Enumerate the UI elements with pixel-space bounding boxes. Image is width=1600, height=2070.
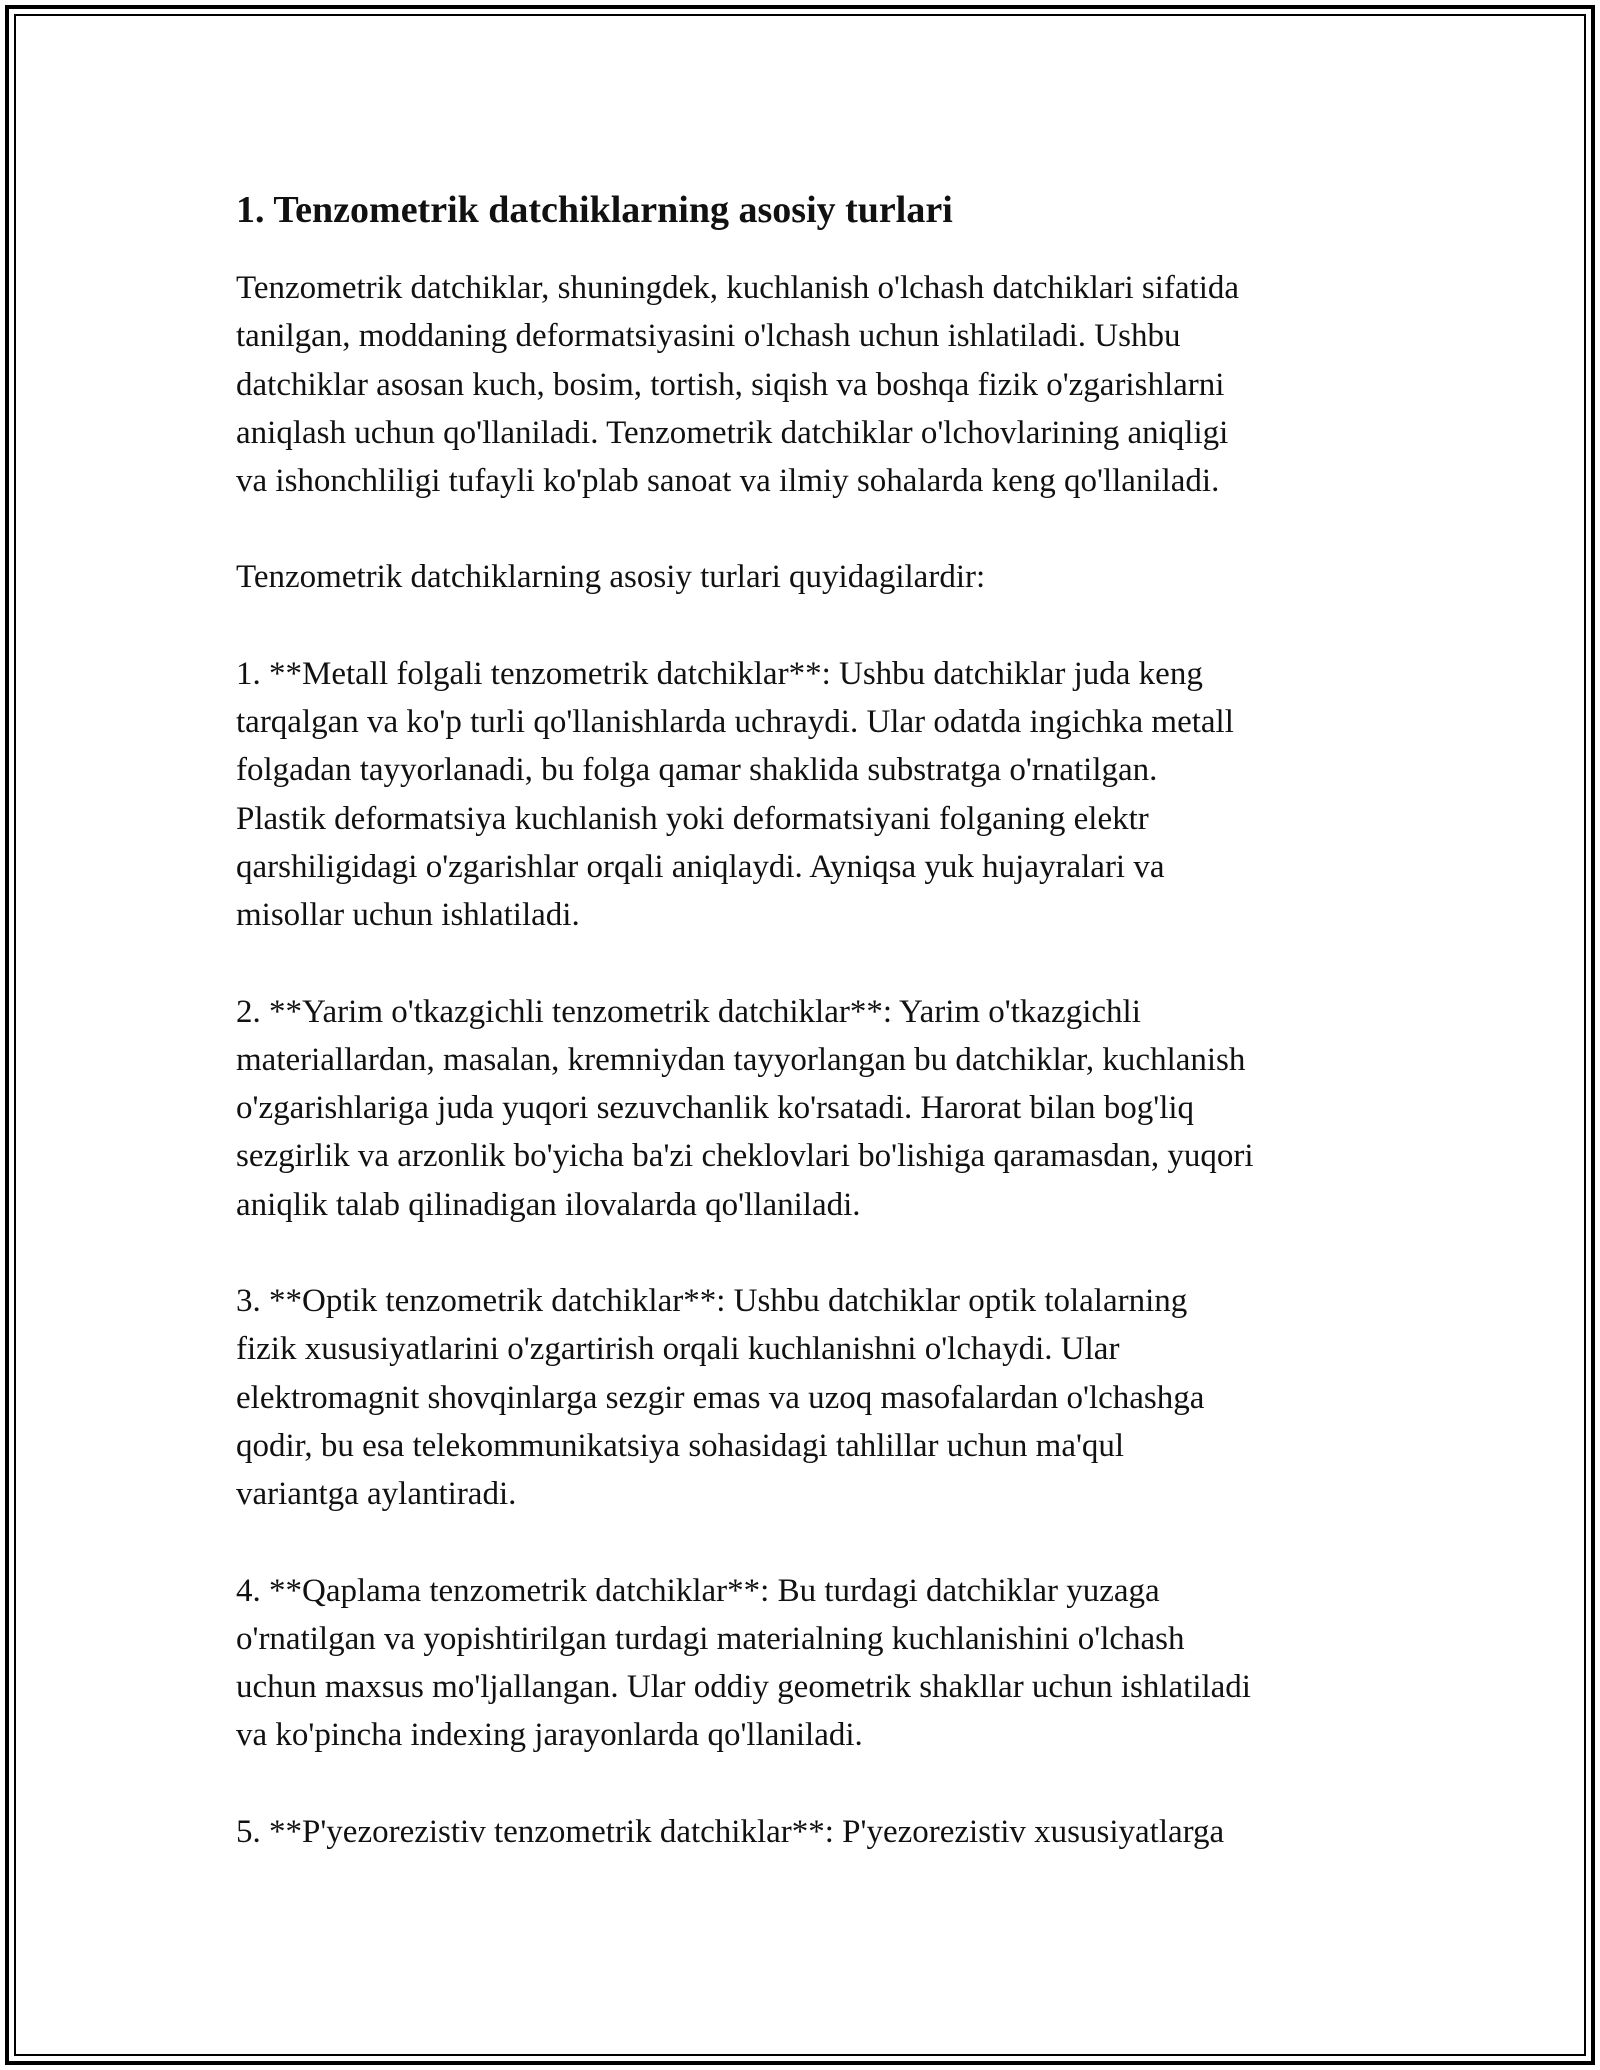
list-item-optical: 3. **Optik tenzometrik datchiklar**: Ushbu datchiklar optik tolalarning fizik xususiyatlarini o'zgartirish orqali kuchlanishni o'lchaydi. Ular elektromagnit shovqinlarga sezgir emas va uzoq masofalardan o'lchashga qodir, bu esa telekommunikatsiya sohasidagi tahlillar uchun ma'qul variantga aylantiradi. [236, 1283, 1205, 1513]
intro-paragraph: Tenzometrik datchiklar, shuningdek, kuchlanish o'lchash datchiklari sifatida tanilgan, moddaning deformatsiyasini o'lchash uchun ishlatiladi. Ushbu datchiklar asosan kuch, bosim, tortish, siqish va boshqa fizik o'zgarishlarni aniqlash uchun qo'llaniladi. Tenzometrik datchiklar o'lchovlarining aniqligi va ishonchliligi tufayli ko'plab sanoat va ilmiy sohalarda keng qo'llaniladi. [236, 270, 1240, 500]
section-heading: 1. Tenzometrik datchiklarning asosiy turlari [236, 189, 953, 231]
types-intro-paragraph: Tenzometrik datchiklarning asosiy turlari quyidagilardir: [236, 559, 986, 596]
list-item-metal-foil: 1. **Metall folgali tenzometrik datchiklar**: Ushbu datchiklar juda keng tarqalgan va ko'p turli qo'llanishlarda uchraydi. Ular odatda ingichka metall folgadan tayyorlanadi, bu folga qamar shaklida substratga o'rnatilgan. Plastik deformatsiya kuchlanish yoki deformatsiyani folganing elektr qarshiligidagi o'zgarishlar orqali aniqlaydi. Ayniqsa yuk hujayralari va misollar uchun ishlatiladi. [236, 655, 1234, 934]
list-item-coating: 4. **Qaplama tenzometrik datchiklar**: Bu turdagi datchiklar yuzaga o'rnatilgan va yopishtirilgan turdagi materialning kuchlanishini o'lchash uchun maxsus mo'ljallangan. Ular oddiy geometrik shakllar uchun ishlatiladi va ko'pincha indexing jarayonlarda qo'llaniladi. [236, 1572, 1251, 1754]
list-item-piezoresistive: 5. **P'yezorezistiv tenzometrik datchiklar**: P'yezorezistiv xususiyatlarga [236, 1813, 1225, 1850]
list-item-semiconductor: 2. **Yarim o'tkazgichli tenzometrik datchiklar**: Yarim o'tkazgichli materiallardan, masalan, kremniydan tayyorlangan bu datchiklar, kuchlanish o'zgarishlariga juda yuqori sezuvchanlik ko'rsatadi. Harorat bilan bog'liq sezgirlik va arzonlik bo'yicha ba'zi cheklovlari bo'lishiga qaramasdan, yuqori aniqlik talab qilinadigan ilovalarda qo'llaniladi. [236, 993, 1254, 1223]
document-body [236, 186, 1386, 1904]
